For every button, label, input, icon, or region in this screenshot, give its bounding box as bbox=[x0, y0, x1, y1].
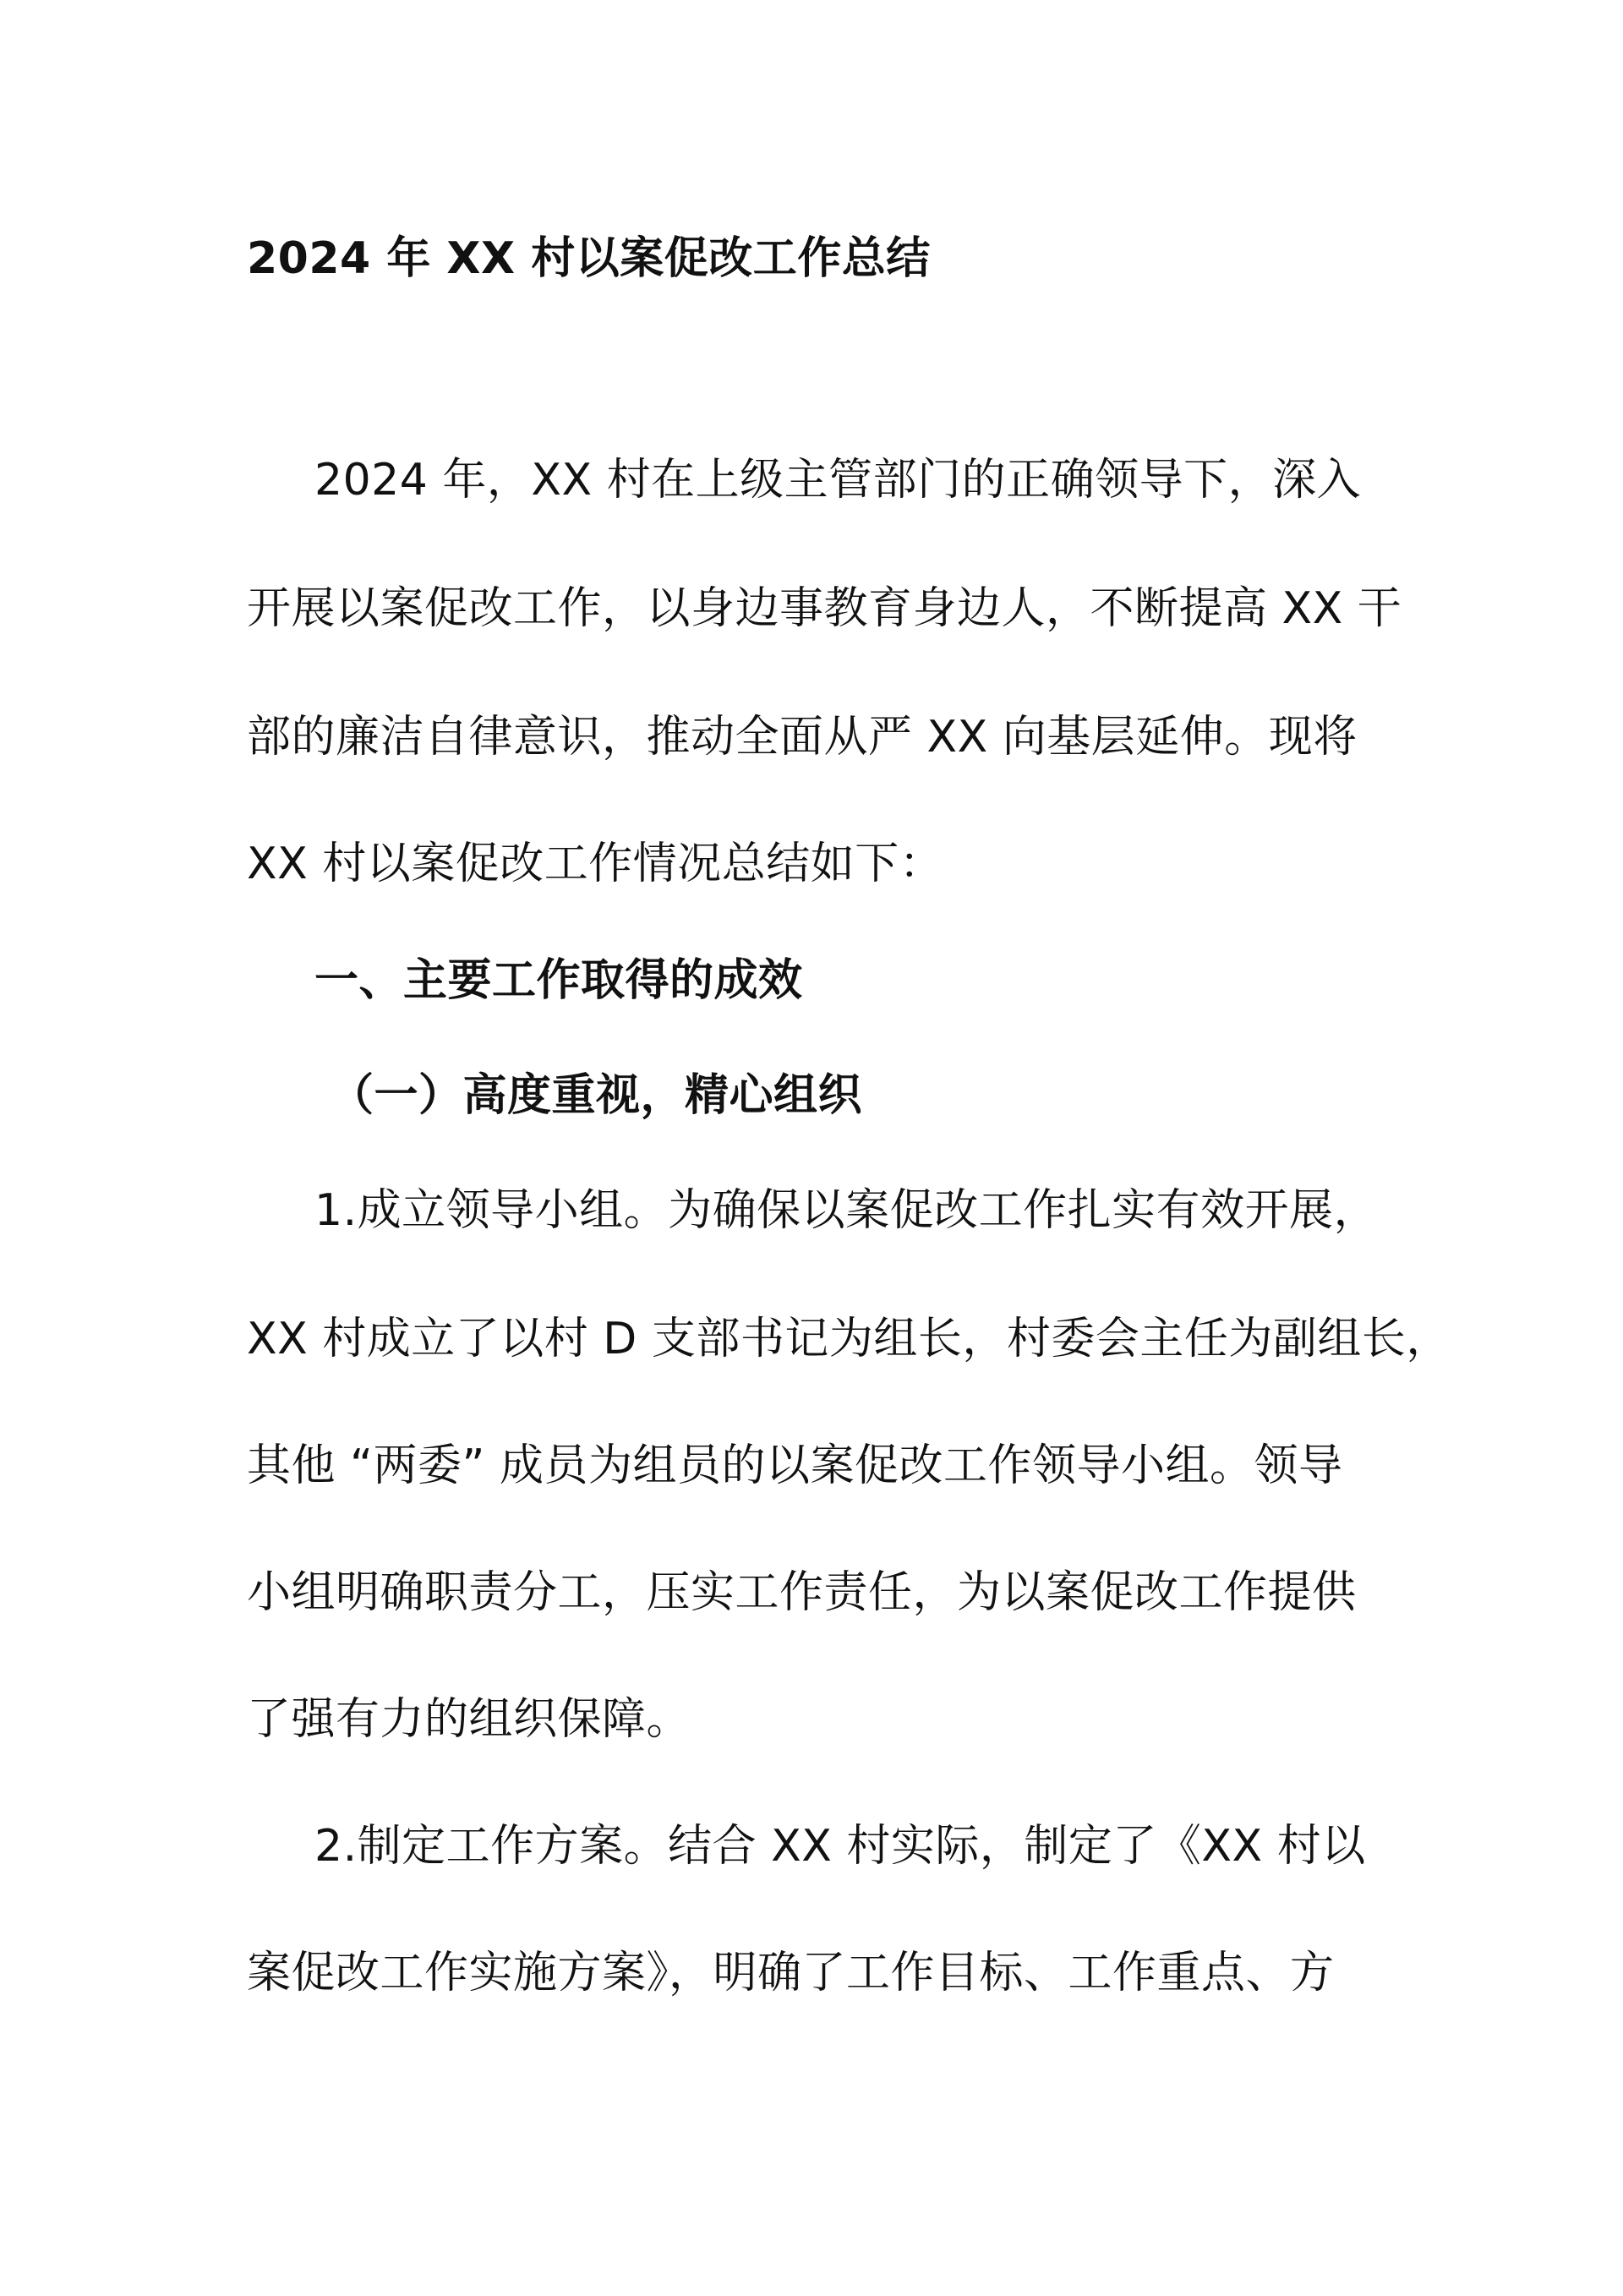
paragraph-line: 部的廉洁自律意识，推动全面从严 XX 向基层延伸。现将 bbox=[247, 712, 1358, 763]
document-title: 2024 年 XX 村以案促改工作总结 bbox=[247, 233, 931, 284]
paragraph-line: 1.成立领导小组。为确保以案促改工作扎实有效开展， bbox=[314, 1185, 1379, 1236]
paragraph-line: 2.制定工作方案。结合 XX 村实际，制定了《XX 村以 bbox=[314, 1821, 1366, 1872]
paragraph-line: 案促改工作实施方案》，明确了工作目标、工作重点、方 bbox=[247, 1948, 1335, 1998]
subsection-heading: （一）高度重视，精心组织 bbox=[330, 1070, 863, 1121]
paragraph-line: XX 村以案促改工作情况总结如下： bbox=[247, 839, 944, 889]
section-heading: 一、主要工作取得的成效 bbox=[314, 955, 803, 1006]
paragraph-line: 小组明确职责分工，压实工作责任，为以案促改工作提供 bbox=[247, 1567, 1357, 1618]
paragraph-line: 2024 年，XX 村在上级主管部门的正确领导下，深入 bbox=[314, 455, 1362, 506]
paragraph-line: 开展以案促改工作，以身边事教育身边人，不断提高 XX 干 bbox=[247, 583, 1402, 634]
paragraph-line: 了强有力的组织保障。 bbox=[247, 1694, 691, 1745]
paragraph-line: 其他 “两委” 成员为组员的以案促改工作领导小组。领导 bbox=[247, 1440, 1343, 1491]
paragraph-line: XX 村成立了以村 D 支部书记为组长，村委会主任为副组长， bbox=[247, 1314, 1451, 1364]
